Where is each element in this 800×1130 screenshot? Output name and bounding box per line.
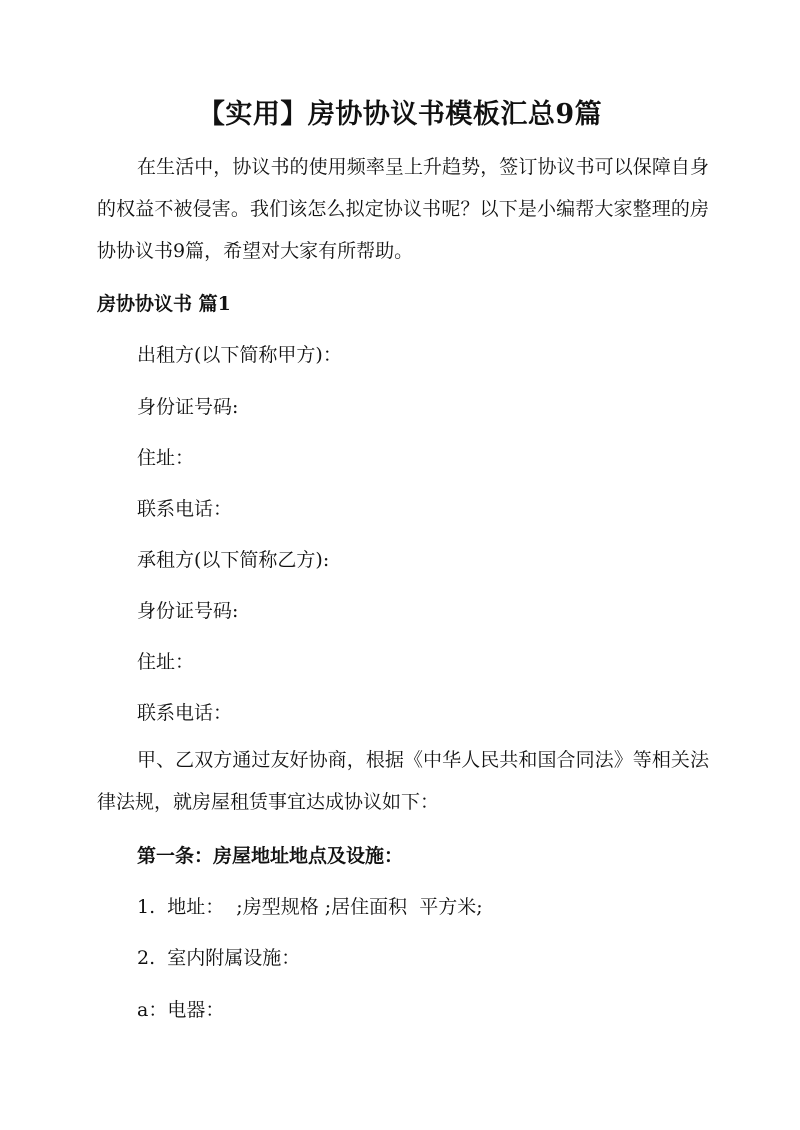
item1-address: 1. 地址： ;房型规格 ;居住面积 平方米;	[137, 896, 483, 918]
lessor-label: 出租方(以下简称甲方)：	[137, 344, 342, 366]
lessor-id-label: 身份证号码:	[137, 396, 239, 418]
lessee-phone-label: 联系电话：	[137, 702, 233, 724]
lessor-address-label: 住址：	[137, 447, 195, 469]
lessee-id-label: 身份证号码:	[137, 600, 239, 622]
lessee-label: 承租方(以下简称乙方):	[137, 549, 330, 571]
article1-heading: 第一条：房屋地址地点及设施：	[137, 845, 404, 867]
lessee-address-label: 住址：	[137, 651, 195, 673]
lessor-phone-label: 联系电话：	[137, 498, 233, 520]
intro-paragraph: 在生活中，协议书的使用频率呈上升趋势，签订协议书可以保障自身的权益不被侵害。我们该怎么拟定协议书呢？以下是小编帮大家整理的房协协议书9篇，希望对大家有所帮助。	[97, 156, 709, 262]
section-heading: 房协协议书 篇1	[97, 293, 231, 315]
document-title: 【实用】房协协议书模板汇总9篇	[197, 99, 603, 130]
item-a-appliances: a：电器：	[137, 999, 225, 1021]
agreement-paragraph: 甲、乙双方通过友好协商，根据《中华人民共和国合同法》等相关法律法规，就房屋租赁事宜达成协议如下：	[97, 749, 709, 813]
item2-facilities: 2. 室内附属设施：	[137, 947, 301, 969]
